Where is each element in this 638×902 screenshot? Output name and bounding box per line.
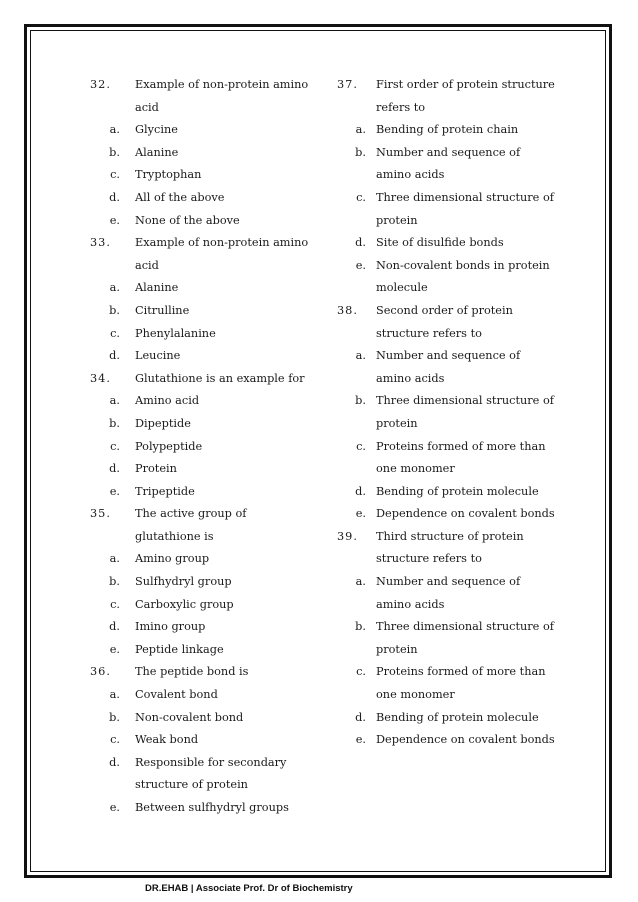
left-question-column bbox=[90, 74, 320, 820]
question-line bbox=[90, 368, 320, 391]
option-text: one monomer bbox=[376, 688, 455, 702]
option-label: c. bbox=[356, 439, 366, 453]
option-text: Number and sequence of bbox=[376, 145, 521, 159]
option-line bbox=[90, 277, 320, 300]
option-label: e. bbox=[109, 642, 120, 656]
question-line bbox=[90, 74, 320, 97]
option-text: amino acids bbox=[376, 371, 445, 385]
option-text: Between sulfhydryl groups bbox=[135, 801, 289, 814]
question-number: 34. bbox=[90, 371, 111, 385]
option-label: d. bbox=[109, 349, 120, 363]
option-text: refers to bbox=[376, 100, 426, 114]
page-footer: DR.EHAB | Associate Prof. Dr of Biochemistry bbox=[145, 883, 353, 894]
option-line bbox=[90, 571, 320, 594]
question-text: Second order of protein bbox=[376, 303, 513, 317]
option-line bbox=[337, 729, 555, 752]
option-line bbox=[337, 661, 552, 684]
continuation-line bbox=[337, 458, 552, 481]
option-text: acid bbox=[135, 100, 159, 114]
question-line bbox=[90, 503, 320, 526]
option-text: Responsible for secondary bbox=[135, 755, 287, 769]
option-text: structure refers to bbox=[376, 326, 482, 340]
option-label: c. bbox=[110, 326, 120, 340]
option-text: amino acids bbox=[376, 597, 445, 611]
option-text: Three dimensional structure of bbox=[376, 620, 554, 634]
option-text: Covalent bond bbox=[135, 688, 218, 702]
option-label: a. bbox=[109, 281, 120, 295]
option-label: a. bbox=[109, 123, 120, 137]
question-line bbox=[337, 526, 552, 549]
option-label: d. bbox=[109, 462, 120, 476]
option-text: Tryptophan bbox=[135, 168, 202, 182]
option-label: e. bbox=[109, 801, 120, 814]
option-text: Proteins formed of more than bbox=[376, 439, 546, 453]
option-text: Three dimensional structure of bbox=[376, 394, 554, 408]
option-line bbox=[90, 752, 320, 775]
continuation-line bbox=[337, 323, 552, 346]
option-label: b. bbox=[109, 303, 120, 317]
option-label: d. bbox=[109, 620, 120, 634]
continuation-line bbox=[90, 97, 320, 120]
option-text: Leucine bbox=[135, 349, 181, 363]
option-text: Bending of protein molecule bbox=[376, 484, 539, 498]
option-text: Non-covalent bond bbox=[135, 710, 244, 724]
option-label: b. bbox=[109, 416, 120, 430]
option-line bbox=[90, 594, 320, 617]
option-line bbox=[90, 458, 320, 481]
option-line bbox=[90, 187, 320, 210]
question-line bbox=[90, 232, 320, 255]
option-label: e. bbox=[109, 213, 120, 227]
option-text: Three dimensional structure of bbox=[376, 190, 554, 204]
question-number: 39. bbox=[337, 529, 358, 543]
question-number: 35. bbox=[90, 507, 111, 521]
option-line bbox=[90, 300, 320, 323]
option-label: d. bbox=[109, 190, 120, 204]
option-text: Peptide linkage bbox=[135, 642, 224, 656]
option-line bbox=[337, 345, 552, 368]
option-label: a. bbox=[355, 123, 366, 137]
option-line bbox=[90, 548, 320, 571]
option-line bbox=[337, 436, 552, 459]
option-line bbox=[337, 119, 552, 142]
option-label: a. bbox=[109, 688, 120, 702]
option-text: Imino group bbox=[135, 620, 206, 634]
continuation-line bbox=[337, 210, 552, 233]
option-line bbox=[337, 571, 552, 594]
option-text: structure of protein bbox=[135, 778, 248, 792]
continuation-line bbox=[337, 368, 552, 391]
option-text: Dipeptide bbox=[135, 416, 191, 430]
option-label: b. bbox=[355, 620, 366, 634]
option-line bbox=[90, 707, 320, 730]
question-line bbox=[90, 661, 320, 684]
option-label: c. bbox=[110, 439, 120, 453]
option-label: e. bbox=[355, 733, 366, 747]
option-line bbox=[90, 639, 320, 662]
option-label: c. bbox=[110, 733, 120, 747]
continuation-line bbox=[337, 277, 552, 300]
option-text: structure refers to bbox=[376, 552, 482, 566]
continuation-line bbox=[337, 548, 552, 571]
option-label: a. bbox=[109, 394, 120, 408]
option-text: Number and sequence of bbox=[376, 349, 521, 363]
option-line bbox=[337, 503, 555, 526]
option-text: Amino acid bbox=[135, 394, 200, 408]
option-line bbox=[337, 616, 552, 639]
option-text: protein bbox=[376, 416, 418, 430]
right-question-column bbox=[337, 74, 555, 752]
continuation-line bbox=[337, 639, 552, 662]
option-line bbox=[90, 345, 320, 368]
option-label: c. bbox=[356, 665, 366, 679]
option-text: Protein bbox=[135, 462, 177, 476]
option-text: amino acids bbox=[376, 168, 445, 182]
continuation-line bbox=[90, 255, 320, 278]
option-line bbox=[337, 187, 552, 210]
option-label: b. bbox=[109, 575, 120, 589]
question-text: Example of non-protein amino bbox=[135, 236, 309, 250]
option-line bbox=[337, 707, 552, 730]
option-text: Bending of protein molecule bbox=[376, 710, 539, 724]
option-label: d. bbox=[355, 710, 366, 724]
option-label: e. bbox=[355, 258, 366, 272]
option-text: Dependence on covalent bonds bbox=[376, 507, 555, 521]
question-text: Third structure of protein bbox=[376, 529, 524, 543]
option-label: d. bbox=[355, 236, 366, 250]
option-label: c. bbox=[110, 168, 120, 182]
option-text: Citrulline bbox=[135, 303, 190, 317]
continuation-line bbox=[90, 526, 320, 549]
option-line bbox=[90, 119, 320, 142]
option-text: Dependence on covalent bonds bbox=[376, 733, 555, 747]
option-text: Polypeptide bbox=[135, 439, 203, 453]
option-line bbox=[90, 390, 320, 413]
continuation-line bbox=[337, 594, 552, 617]
option-label: b. bbox=[355, 145, 366, 159]
question-number: 36. bbox=[90, 665, 111, 679]
question-text: The active group of bbox=[135, 507, 247, 521]
option-text: Non-covalent bonds in protein bbox=[376, 258, 550, 272]
continuation-line bbox=[337, 97, 552, 120]
option-label: b. bbox=[109, 145, 120, 159]
option-text: one monomer bbox=[376, 462, 455, 476]
option-text: acid bbox=[135, 258, 159, 272]
option-text: Bending of protein chain bbox=[376, 123, 519, 137]
option-line bbox=[90, 684, 320, 707]
option-text: Site of disulfide bonds bbox=[376, 236, 504, 250]
option-label: e. bbox=[355, 507, 366, 521]
option-text: protein bbox=[376, 642, 418, 656]
option-text: Glycine bbox=[135, 123, 178, 137]
question-number: 33. bbox=[90, 236, 111, 250]
question-line bbox=[337, 74, 555, 97]
option-label: a. bbox=[355, 575, 366, 589]
option-text: Sulfhydryl group bbox=[135, 575, 232, 589]
option-line bbox=[90, 210, 320, 233]
question-number: 32. bbox=[90, 78, 111, 91]
option-text: glutathione is bbox=[135, 529, 214, 543]
option-label: b. bbox=[109, 710, 120, 724]
option-line bbox=[90, 616, 320, 639]
question-line bbox=[337, 300, 552, 323]
question-text: First order of protein structure bbox=[376, 78, 555, 91]
option-text: All of the above bbox=[135, 190, 225, 204]
option-text: Proteins formed of more than bbox=[376, 665, 546, 679]
option-text: None of the above bbox=[135, 213, 240, 227]
option-line bbox=[337, 232, 552, 255]
option-label: b. bbox=[355, 394, 366, 408]
option-line bbox=[90, 729, 320, 752]
option-line bbox=[337, 390, 552, 413]
option-label: a. bbox=[355, 349, 366, 363]
option-text: Alanine bbox=[135, 145, 179, 159]
option-text: Weak bond bbox=[135, 733, 199, 747]
option-label: e. bbox=[109, 484, 120, 498]
option-line bbox=[90, 797, 320, 820]
option-line bbox=[90, 413, 320, 436]
continuation-line bbox=[337, 164, 552, 187]
continuation-line bbox=[337, 684, 552, 707]
option-line bbox=[90, 436, 320, 459]
option-text: Phenylalanine bbox=[135, 326, 216, 340]
option-text: Tripeptide bbox=[135, 484, 195, 498]
continuation-line bbox=[337, 413, 552, 436]
option-label: d. bbox=[355, 484, 366, 498]
option-line bbox=[90, 142, 320, 165]
option-label: a. bbox=[109, 552, 120, 566]
option-line bbox=[337, 142, 552, 165]
question-text: Glutathione is an example for bbox=[135, 371, 305, 385]
question-text: The peptide bond is bbox=[135, 665, 249, 679]
option-text: Number and sequence of bbox=[376, 575, 521, 589]
question-number: 37. bbox=[337, 78, 358, 91]
option-label: c. bbox=[356, 190, 366, 204]
option-text: protein bbox=[376, 213, 418, 227]
option-text: Amino group bbox=[135, 552, 210, 566]
option-label: d. bbox=[109, 755, 120, 769]
option-text: molecule bbox=[376, 281, 428, 295]
option-line bbox=[90, 481, 320, 504]
question-text: Example of non-protein amino bbox=[135, 78, 309, 91]
option-line bbox=[90, 323, 320, 346]
option-text: Carboxylic group bbox=[135, 597, 234, 611]
option-label: c. bbox=[110, 597, 120, 611]
continuation-line bbox=[90, 774, 320, 797]
option-line bbox=[337, 255, 552, 278]
option-text: Alanine bbox=[135, 281, 179, 295]
option-line bbox=[90, 164, 320, 187]
option-line bbox=[337, 481, 552, 504]
question-number: 38. bbox=[337, 303, 358, 317]
